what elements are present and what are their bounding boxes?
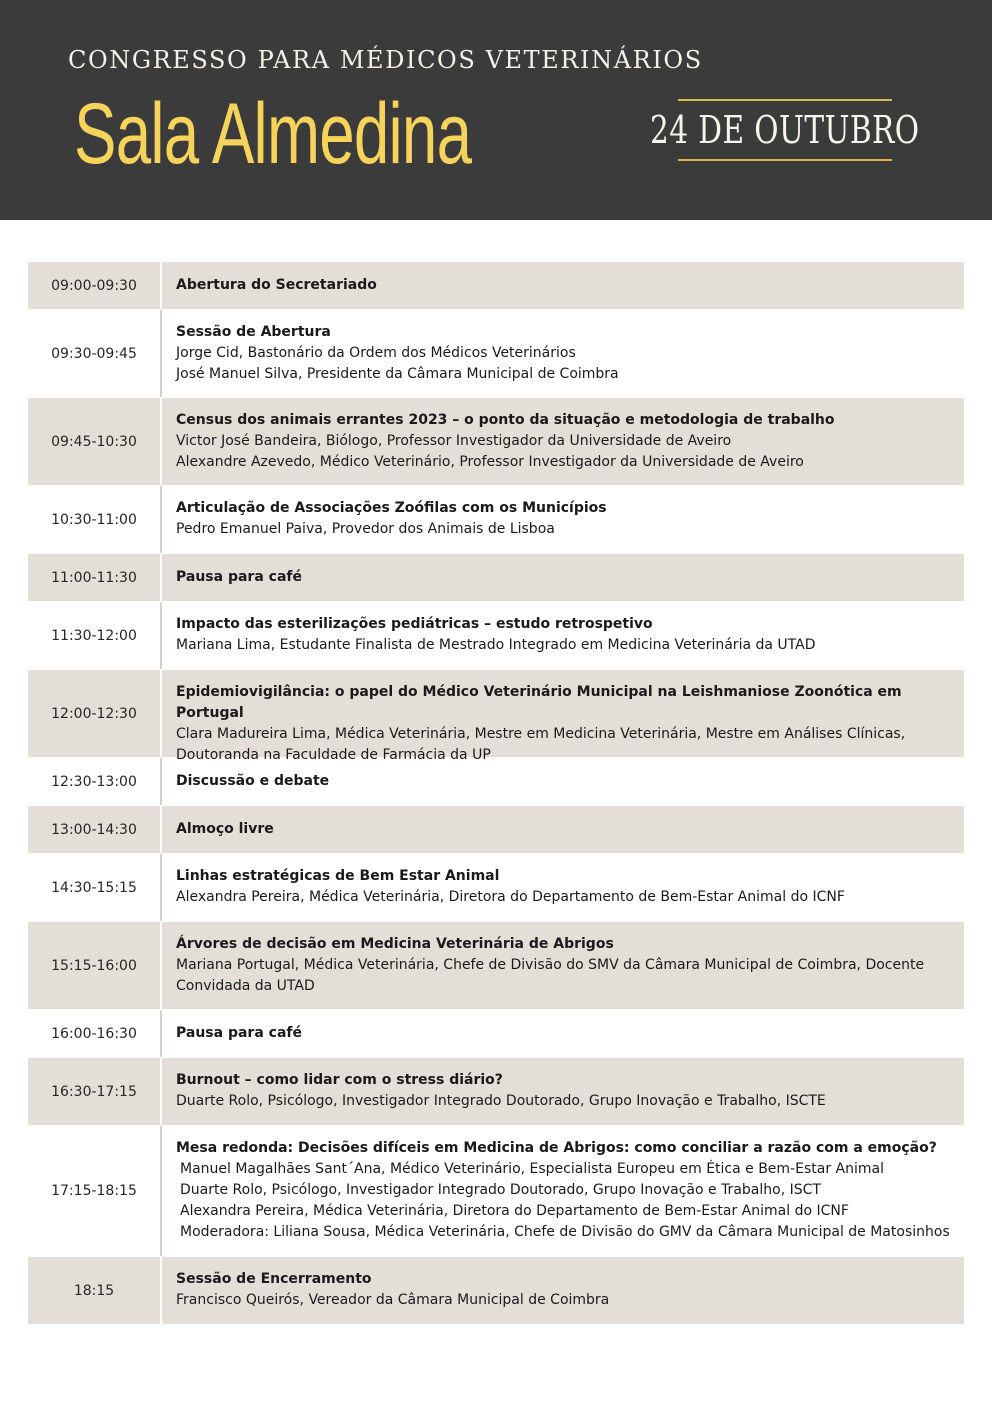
session-time: 14:30-15:15 bbox=[28, 854, 162, 921]
session-title: Burnout – como lidar com o stress diário? bbox=[176, 1072, 503, 1088]
session-title: Pausa para café bbox=[176, 1025, 302, 1041]
session-time: 16:30-17:15 bbox=[28, 1058, 162, 1125]
session-time: 11:30-12:00 bbox=[28, 602, 162, 669]
session-details bbox=[162, 310, 964, 397]
session-time: 09:00-09:30 bbox=[28, 262, 162, 309]
session-details bbox=[162, 806, 964, 853]
session-details bbox=[162, 922, 964, 1009]
session-title: Árvores de decisão em Medicina Veterinária de Abrigos bbox=[176, 936, 614, 952]
schedule-row bbox=[28, 922, 964, 1009]
event-date: 24 DE OUTUBRO bbox=[650, 108, 920, 152]
event-name: CONGRESSO PARA MÉDICOS VETERINÁRIOS bbox=[68, 46, 703, 74]
session-details bbox=[162, 758, 964, 805]
schedule-row bbox=[28, 1257, 964, 1324]
schedule-row bbox=[28, 310, 964, 397]
schedule-row bbox=[28, 854, 964, 921]
session-title: Epidemiovigilância: o papel do Médico Veterinário Municipal na Leishmaniose Zoonótica em Portugal bbox=[176, 684, 902, 721]
speaker-line: Alexandra Pereira, Médica Veterinária, Diretora do Departamento de Bem-Estar Animal do ICNF bbox=[180, 1203, 849, 1219]
session-time: 09:30-09:45 bbox=[28, 310, 162, 397]
speaker-line: Clara Madureira Lima, Médica Veterinária, Mestre em Medicina Veterinária, Mestre em Análises Clínicas, bbox=[176, 726, 906, 742]
page-title: Sala Almedina bbox=[74, 86, 472, 182]
session-title: Pausa para café bbox=[176, 569, 302, 585]
header-banner bbox=[0, 0, 992, 220]
session-details bbox=[162, 670, 964, 763]
schedule-table bbox=[28, 262, 964, 1325]
speaker-line: Francisco Queirós, Vereador da Câmara Municipal de Coimbra bbox=[176, 1292, 610, 1308]
speaker-line: Victor José Bandeira, Biólogo, Professor Investigador da Universidade de Aveiro bbox=[176, 433, 732, 449]
session-time: 18:15 bbox=[28, 1257, 162, 1324]
schedule-row bbox=[28, 1126, 964, 1256]
session-details bbox=[162, 486, 964, 553]
session-time: 10:30-11:00 bbox=[28, 486, 162, 553]
session-details bbox=[162, 1058, 964, 1125]
session-title: Almoço livre bbox=[176, 821, 274, 837]
schedule-row bbox=[28, 398, 964, 485]
session-title: Articulação de Associações Zoófilas com os Municípios bbox=[176, 500, 607, 516]
session-time: 09:45-10:30 bbox=[28, 398, 162, 485]
session-time: 12:30-13:00 bbox=[28, 758, 162, 805]
speaker-line: Mariana Portugal, Médica Veterinária, Chefe de Divisão do SMV da Câmara Municipal de Coimbra, Docente bbox=[176, 957, 925, 973]
schedule-row bbox=[28, 1058, 964, 1125]
session-details bbox=[162, 854, 964, 921]
schedule-row bbox=[28, 758, 964, 805]
speaker-line: Convidada da UTAD bbox=[176, 978, 315, 994]
session-title: Sessão de Abertura bbox=[176, 324, 331, 340]
session-details bbox=[162, 602, 964, 669]
speaker-line: José Manuel Silva, Presidente da Câmara Municipal de Coimbra bbox=[176, 366, 619, 382]
speaker-line: Moderadora: Liliana Sousa, Médica Veterinária, Chefe de Divisão do GMV da Câmara Municipal de Matosinhos bbox=[180, 1224, 950, 1240]
session-time: 16:00-16:30 bbox=[28, 1010, 162, 1057]
schedule-row bbox=[28, 670, 964, 763]
date-box bbox=[650, 99, 920, 161]
session-details bbox=[162, 1010, 964, 1057]
session-title: Sessão de Encerramento bbox=[176, 1271, 372, 1287]
session-title: Linhas estratégicas de Bem Estar Animal bbox=[176, 868, 500, 884]
schedule-row bbox=[28, 1010, 964, 1057]
speaker-line: Alexandra Pereira, Médica Veterinária, Diretora do Departamento de Bem-Estar Animal do ICNF bbox=[176, 889, 845, 905]
session-details bbox=[162, 1126, 964, 1256]
session-details bbox=[162, 1257, 964, 1324]
speaker-line: Jorge Cid, Bastonário da Ordem dos Médicos Veterinários bbox=[176, 345, 576, 361]
speaker-line: Mariana Lima, Estudante Finalista de Mestrado Integrado em Medicina Veterinária da UTAD bbox=[176, 637, 816, 653]
session-time: 13:00-14:30 bbox=[28, 806, 162, 853]
schedule-row bbox=[28, 262, 964, 309]
schedule-row bbox=[28, 806, 964, 853]
session-title: Mesa redonda: Decisões difíceis em Medicina de Abrigos: como conciliar a razão com a emoção? bbox=[176, 1140, 937, 1156]
session-title: Abertura do Secretariado bbox=[176, 277, 377, 293]
session-time: 12:00-12:30 bbox=[28, 670, 162, 757]
session-details bbox=[162, 554, 964, 601]
schedule-row bbox=[28, 602, 964, 669]
session-title: Impacto das esterilizações pediátricas – estudo retrospetivo bbox=[176, 616, 653, 632]
session-time: 17:15-18:15 bbox=[28, 1126, 162, 1256]
speaker-line: Pedro Emanuel Paiva, Provedor dos Animais de Lisboa bbox=[176, 521, 555, 537]
session-title: Census dos animais errantes 2023 – o ponto da situação e metodologia de trabalho bbox=[176, 412, 835, 428]
speaker-line: Doutoranda na Faculdade de Farmácia da UP bbox=[176, 747, 491, 763]
session-time: 11:00-11:30 bbox=[28, 554, 162, 601]
schedule-row bbox=[28, 554, 964, 601]
speaker-line: Duarte Rolo, Psicólogo, Investigador Integrado Doutorado, Grupo Inovação e Trabalho, ISCT bbox=[180, 1182, 821, 1198]
session-time: 15:15-16:00 bbox=[28, 922, 162, 1009]
schedule-row bbox=[28, 486, 964, 553]
speaker-line: Alexandre Azevedo, Médico Veterinário, Professor Investigador da Universidade de Aveiro bbox=[176, 454, 804, 470]
session-details bbox=[162, 398, 964, 485]
speaker-line: Duarte Rolo, Psicólogo, Investigador Integrado Doutorado, Grupo Inovação e Trabalho, ISCTE bbox=[176, 1093, 826, 1109]
speaker-line: Manuel Magalhães Sant´Ana, Médico Veterinário, Especialista Europeu em Ética e Bem-Estar Animal bbox=[180, 1161, 884, 1177]
session-title: Discussão e debate bbox=[176, 773, 330, 789]
session-details bbox=[162, 262, 964, 309]
